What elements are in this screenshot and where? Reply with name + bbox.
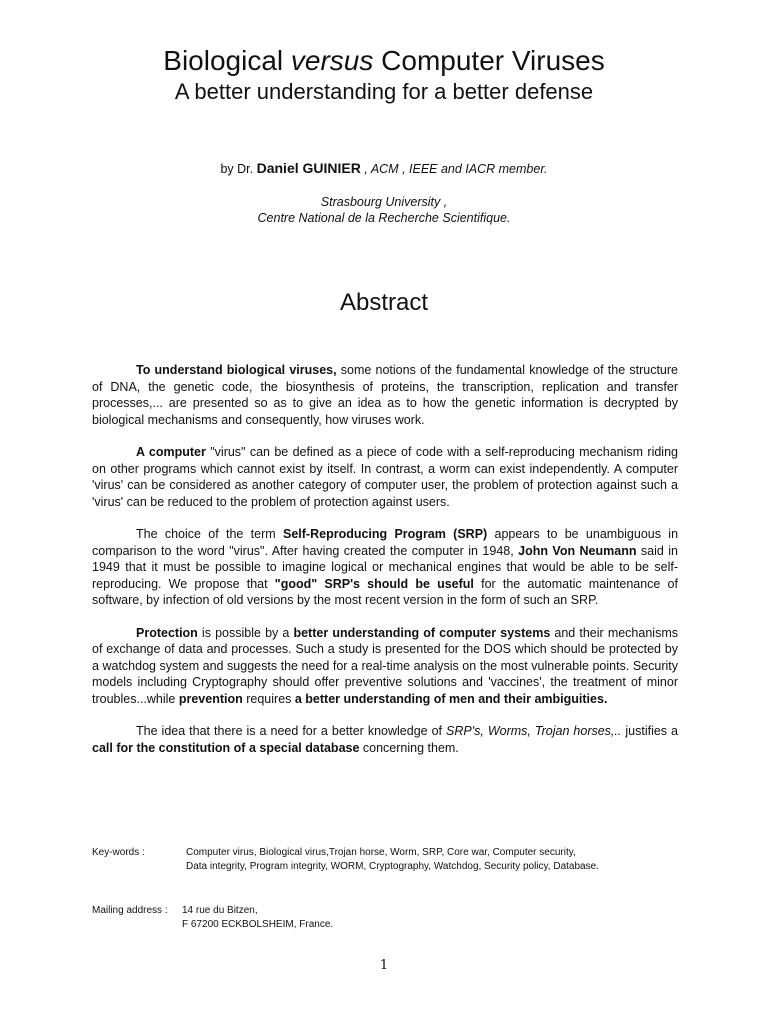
byline bbox=[0, 160, 768, 177]
p5-text-3: concerning them. bbox=[359, 740, 459, 755]
title-part1: Biological bbox=[163, 45, 291, 76]
abstract-paragraph-1 bbox=[92, 362, 678, 428]
keywords-line-1: Computer virus, Biological virus,Trojan horse, Worm, SRP, Core war, Computer security, bbox=[186, 847, 576, 858]
p1-text: some notions of the fundamental knowledge of the structure of DNA, the genetic code, the biosynthesis of proteins, the transcription, replication and transfer processes,... are presented so as to give an idea as to how the genetic information is decrypted by biological mechanisms and consequently, how viruses work. bbox=[92, 363, 678, 427]
title-versus: versus bbox=[290, 45, 374, 76]
byline-prefix: by Dr. bbox=[220, 162, 257, 176]
p3-bold-srp: Self-Reproducing Program (SRP) bbox=[283, 527, 488, 541]
p4-bold-prevention: prevention bbox=[178, 691, 243, 706]
p4-text-2: and their mechanisms of exchange of data and processes. Such a study is presented for the DOS which should be protected by a watchdog system and suggests the need for a real-time analysis on the most vulnerable points. Security models including Cryptography should offer preventive solutions and 'vaccines', the treatment of minor troubles...while bbox=[92, 625, 678, 706]
abstract-paragraph-4 bbox=[92, 625, 678, 708]
abstract-paragraph-2 bbox=[92, 444, 678, 510]
affiliation-cnrs: Centre National de la Recherche Scientifique. bbox=[257, 211, 511, 225]
p4-bold-protection: Protection bbox=[136, 625, 198, 640]
p2-text: "virus" can be defined as a piece of code with a self-reproducing mechanism riding on other programs which cannot exist by itself. In contrast, a worm can exist independently. A computer 'virus' can be considered as another category of computer user, the problem of protection against such a 'virus' can be reduced to the problem of protection against users. bbox=[92, 445, 678, 509]
affiliation bbox=[0, 194, 768, 226]
p3-bold-good: "good" SRP's should be useful bbox=[274, 576, 474, 591]
p5-italic: SRP's, Worms, Trojan horses,.. bbox=[446, 724, 622, 738]
affiliation-university: Strasbourg University , bbox=[320, 195, 448, 209]
page-number: 1 bbox=[379, 958, 389, 973]
p3-text-4: for the automatic maintenance of software, by infection of old versions by the most recent version in the form of such an SRP. bbox=[92, 576, 678, 607]
p3-text-3: said in 1949 that it must be possible to imagine logical or mechanical engines that would be able to be self-reproducing. We propose that bbox=[92, 543, 679, 591]
p5-text-2: justifies a bbox=[621, 724, 678, 738]
p5-bold: call for the constitution of a special database bbox=[92, 740, 360, 755]
mailing-city: F 67200 ECKBOLSHEIM, France. bbox=[182, 919, 334, 930]
author-name: Daniel GUINIER bbox=[256, 160, 361, 176]
p4-bold-understanding: better understanding of computer systems bbox=[293, 625, 551, 640]
p3-bold-neumann: John Von Neumann bbox=[518, 543, 637, 558]
title-block bbox=[0, 44, 768, 106]
p2-bold: A computer bbox=[136, 445, 206, 459]
p5-text-1: The idea that there is a need for a better knowledge of bbox=[136, 724, 447, 738]
mailing-label: Mailing address : bbox=[92, 905, 168, 916]
abstract-body bbox=[92, 362, 678, 772]
p4-text-1: is possible by a bbox=[197, 625, 294, 640]
p1-bold: To understand biological viruses, bbox=[136, 363, 337, 377]
title-part3: Computer Viruses bbox=[373, 45, 605, 76]
p3-text-1: The choice of the term bbox=[136, 527, 283, 541]
mailing-address bbox=[182, 904, 333, 932]
keywords-label: Key-words : bbox=[92, 847, 145, 858]
p4-text-3: requires bbox=[242, 691, 295, 706]
paper-subtitle: A better understanding for a better defense bbox=[174, 79, 594, 104]
p4-bold-men: a better understanding of men and their ambiguities. bbox=[294, 691, 608, 706]
paper-title bbox=[0, 44, 768, 78]
keywords-list bbox=[186, 846, 599, 874]
abstract-paragraph-3 bbox=[92, 526, 678, 609]
mailing-street: 14 rue du Bitzen, bbox=[182, 905, 258, 916]
p3-text-2: appears to be unambiguous in comparison to the word "virus". After having created the computer in 1948, bbox=[92, 527, 679, 558]
abstract-paragraph-5 bbox=[92, 723, 678, 756]
keywords-line-2: Data integrity, Program integrity, WORM, Cryptography, Watchdog, Security policy, Database. bbox=[186, 861, 599, 872]
abstract-heading: Abstract bbox=[339, 289, 429, 316]
byline-memberships: , ACM , IEEE and IACR member. bbox=[360, 162, 548, 176]
